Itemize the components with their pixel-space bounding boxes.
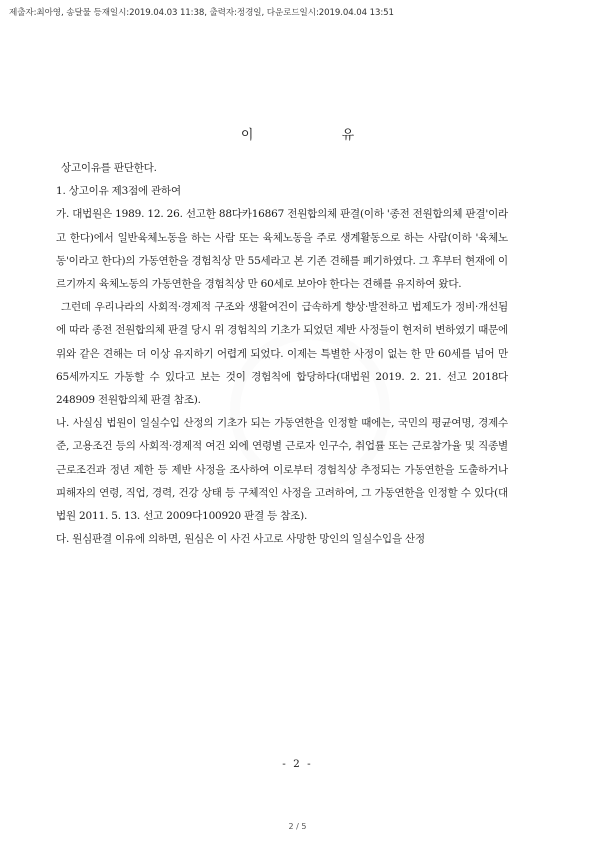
section-title: 이 유 bbox=[240, 128, 397, 143]
paragraph: 다. 원심판결 이유에 의하면, 원심은 이 사건 사고로 사망한 망인의 일실수입을 산정 bbox=[56, 533, 425, 546]
paragraph: 상고이유를 판단한다. bbox=[61, 162, 157, 174]
paragraph: 가. 대법원은 1989. 12. 26. 선고한 88다카16867 전원합의체 판결(이하 '종전 전원합의체 판결'이라고 한다)에서 일반육체노동을 하는 사람 또는 육체노동을 주로 생계활동으로 하는 사람(이하 '육체노동'이라고 한다)의 가동연한을 경험칙상 만 55세라고 본 기존 견해를 폐기하였다. 그 후부터 현재에 이르기까지 육체노동의 가동연한을 경험칙상 만 60세로 보아야 한다는 견해를 유지하여 왔다. bbox=[56, 208, 508, 291]
page-counter: 2 / 5 bbox=[288, 822, 307, 831]
document-body bbox=[56, 157, 508, 551]
page-number-label: - 2 - bbox=[282, 758, 313, 770]
paragraph: 나. 사실심 법원이 일실수입 산정의 기초가 되는 가동연한을 인정할 때에는, 국민의 평균여명, 경제수준, 고용조건 등의 사회적·경제적 여건 외에 연령별 근로자 인구수, 취업률 또는 근로참가율 및 직종별 근로조건과 정년 제한 등 제반 사정을 조사하여 이로부터 경험칙상 추정되는 가동연한을 도출하거나 피해자의 연령, 직업, 경력, 건강 상태 등 구체적인 사정을 고려하여, 그 가동연한을 인정할 수 있다(대법원 2011. 5. 13. 선고 2009다100920 판결 등 참조). bbox=[56, 417, 508, 523]
paragraph: 1. 상고이유 제3점에 관하여 bbox=[56, 185, 181, 198]
document-metadata-header: 제출자:최아영, 송달물 등재일시:2019.04.03 11:38, 출력자:정경일, 다운로드일시:2019.04.04 13:51 bbox=[9, 8, 394, 18]
paragraph: 그런데 우리나라의 사회적·경제적 구조와 생활여건이 급속하게 향상·발전하고 법제도가 정비·개선됨에 따라 종전 전원합의체 판결 당시 위 경험칙의 기초가 되었던 제반 사정들이 현저히 변하였기 때문에 위와 같은 견해는 더 이상 유지하기 어렵게 되었다. 이제는 특별한 사정이 없는 한 만 60세를 넘어 만 65세까지도 가동할 수 있다고 보는 것이 경험칙에 합당하다(대법원 2019. 2. 21. 선고 2018다248909 전원합의체 판결 참조). bbox=[56, 301, 508, 407]
